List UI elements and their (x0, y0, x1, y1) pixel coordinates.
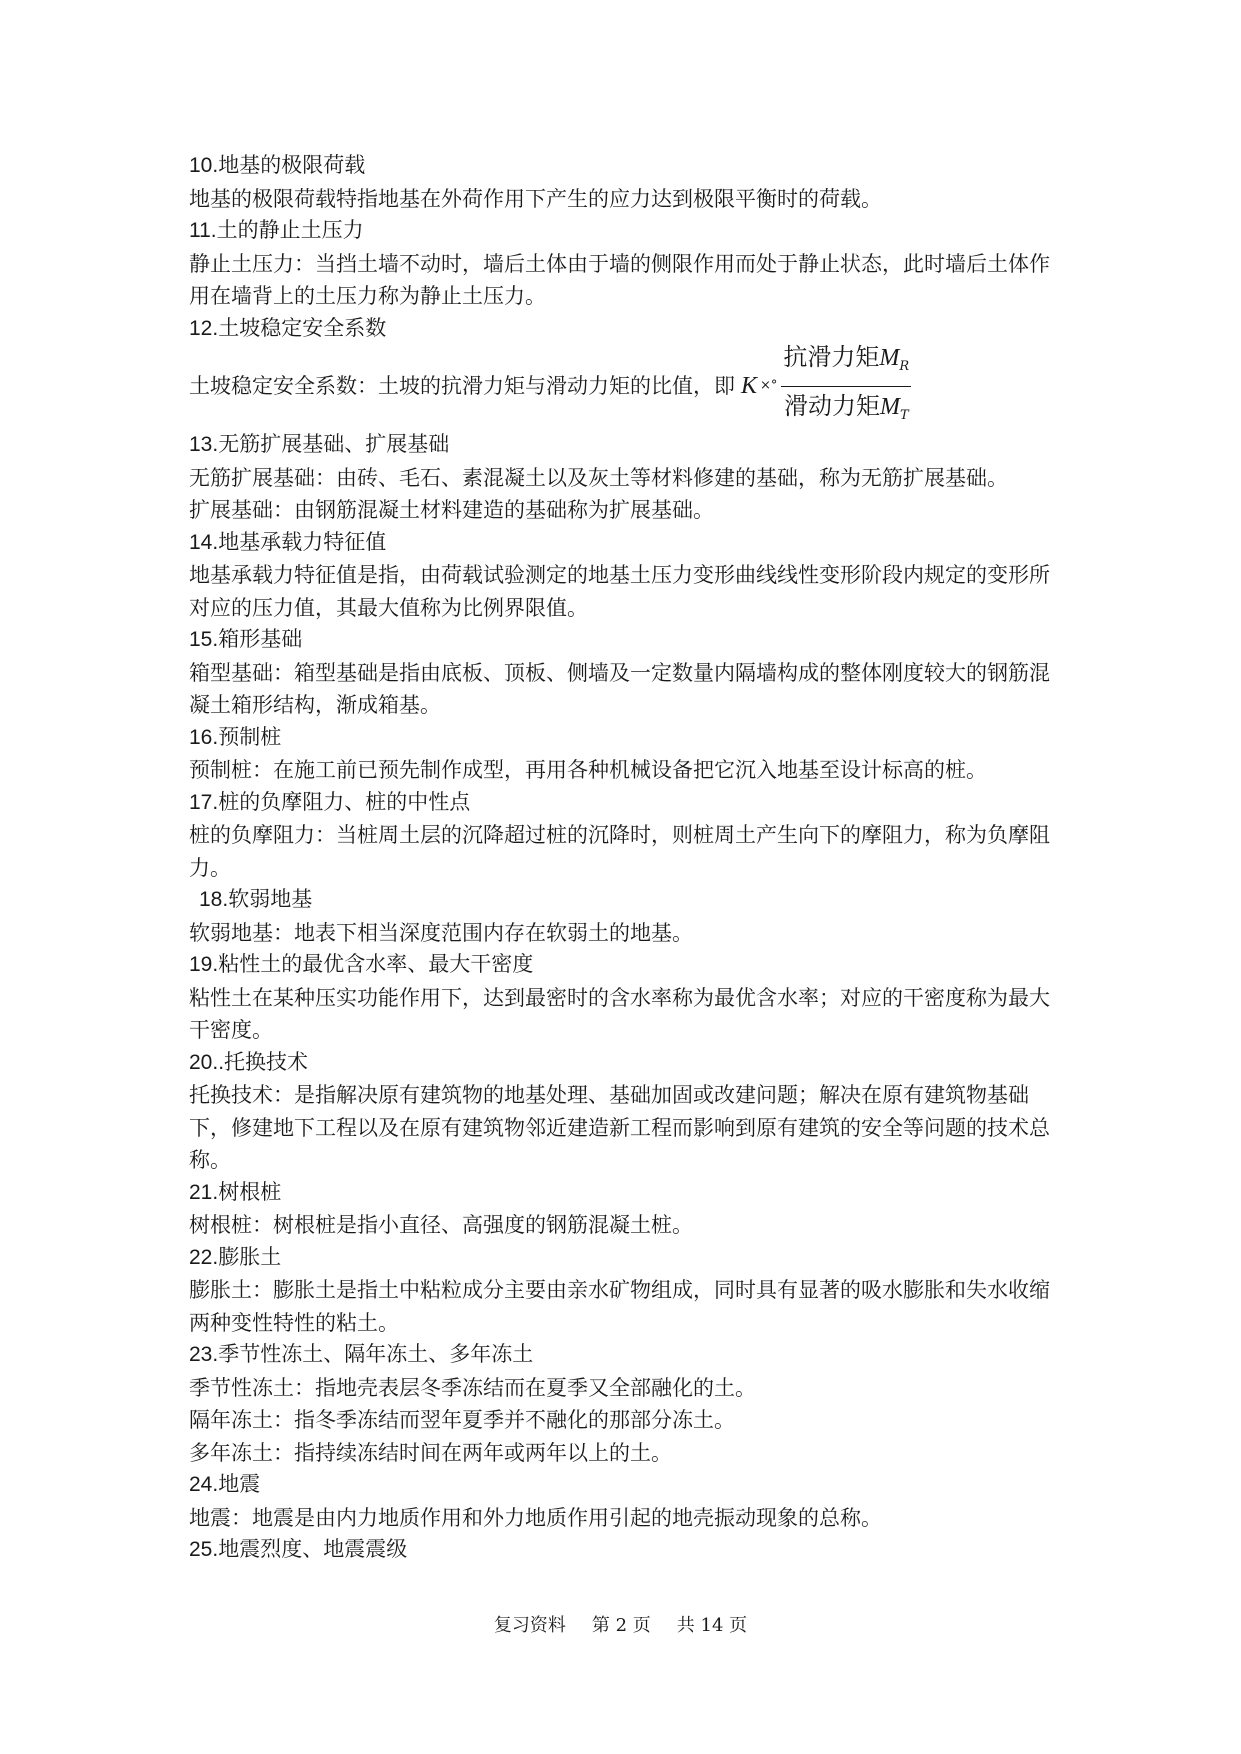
section-heading-11: 11.土的静止土压力 (189, 219, 364, 242)
section-text-13b: 扩展基础：由钢筋混凝土材料建造的基础称为扩展基础。 (189, 498, 714, 522)
denominator-sub: T (899, 407, 909, 423)
section-heading-24: 24.地震 (189, 1473, 261, 1496)
section-text-12: 土坡稳定安全系数：土坡的抗滑力矩与滑动力矩的比值，即 (189, 373, 735, 398)
section-text-13a: 无筋扩展基础：由砖、毛石、素混凝土以及灰土等材料修建的基础，称为无筋扩展基础。 (189, 465, 1008, 490)
formula-lhs: K (741, 372, 758, 399)
section-text-14: 地基承载力特征值是指，由荷载试验测定的地基土压力变形曲线线性变形阶段内规定的变形所对应的压力值，其最大值称为比例界限值。 (189, 563, 1050, 620)
numerator-sub: R (899, 358, 910, 374)
section-heading-15: 15.箱形基础 (189, 628, 303, 651)
denominator-var: M (879, 393, 900, 420)
section-text-15: 箱型基础：箱型基础是指由底板、顶板、侧墙及一定数量内隔墙构成的整体刚度较大的钢筋混凝土箱形结构，渐成箱基。 (189, 660, 1050, 717)
section-text-11: 静止土压力：当挡土墙不动时，墙后土体由于墙的侧限作用而处于静止状态，此时墙后土体作用在墙背上的土压力称为静止土压力。 (189, 251, 1050, 308)
section-text-19: 粘性土在某种压实功能作用下，达到最密时的含水率称为最优含水率；对应的干密度称为最大干密度。 (189, 985, 1050, 1042)
section-text-24: 地震：地震是由内力地质作用和外力地质作用引起的地壳振动现象的总称。 (189, 1505, 882, 1530)
section-heading-14: 14.地基承载力特征值 (189, 530, 387, 554)
section-heading-22: 22.膨胀土 (189, 1245, 282, 1269)
section-text-17: 桩的负摩阻力：当桩周土层的沉降超过桩的沉降时，则桩周土产生向下的摩阻力，称为负摩阻力。 (189, 823, 1050, 880)
denominator-text: 滑动力矩 (783, 391, 880, 420)
page-footer (0, 1611, 1241, 1637)
footer-page-number: 第 2 页 (591, 1615, 651, 1636)
section-heading-20: 20..托换技术 (189, 1050, 309, 1074)
section-text-20: 托换技术：是指解决原有建筑物的地基处理、基础加固或改建问题；解决在原有建筑物基础下，修建地下工程以及在原有建筑物邻近建造新工程而影响到原有建筑的安全等问题的技术总称。 (189, 1083, 1050, 1172)
page-content (189, 150, 1069, 1567)
footer-total-pages: 共 14 页 (676, 1615, 748, 1636)
section-heading-25: 25.地震烈度、地震震级 (189, 1538, 408, 1561)
section-text-10: 地基的极限荷载特指地基在外荷作用下产生的应力达到极限平衡时的荷载。 (189, 186, 882, 211)
section-heading-23: 23.季节性冻土、隔年冻土、多年冻土 (189, 1343, 534, 1366)
section-heading-19: 19.粘性土的最优含水率、最大干密度 (189, 953, 534, 976)
section-text-22: 膨胀土：膨胀土是指土中粘粒成分主要由亲水矿物组成，同时具有显著的吸水膨胀和失水收缩两种变性特性的粘土。 (189, 1278, 1050, 1335)
section-heading-21: 21.树根桩 (189, 1180, 282, 1204)
section-text-21: 树根桩：树根桩是指小直径、高强度的钢筋混凝土桩。 (189, 1213, 693, 1237)
section-heading-16: 16.预制桩 (189, 725, 282, 749)
section-text-18: 软弱地基：地表下相当深度范围内存在软弱土的地基。 (189, 920, 693, 945)
safety-factor-formula (741, 340, 911, 433)
formula-denominator (782, 387, 911, 433)
section-text-23a: 季节性冻土：指地壳表层冬季冻结而在夏季又全部融化的土。 (189, 1375, 756, 1400)
section-text-12-row (189, 342, 1069, 423)
formula-equals: ×° (760, 377, 778, 393)
section-text-23b: 隔年冻土：指冬季冻结而翌年夏季并不融化的那部分冻土。 (189, 1408, 735, 1432)
footer-title: 复习资料 (493, 1615, 566, 1636)
section-heading-17: 17.桩的负摩阻力、桩的中性点 (189, 790, 471, 814)
section-heading-12: 12.土坡稳定安全系数 (189, 316, 387, 340)
section-text-23c: 多年冻土：指持续冻结时间在两年或两年以上的土。 (189, 1440, 672, 1465)
formula-fraction (781, 340, 911, 433)
section-text-16: 预制桩：在施工前已预先制作成型，再用各种机械设备把它沉入地基至设计标高的桩。 (189, 758, 987, 782)
section-heading-18: 18.软弱地基 (199, 888, 313, 911)
formula-numerator (781, 340, 911, 387)
numerator-text: 抗滑力矩 (783, 342, 880, 371)
section-heading-13: 13.无筋扩展基础、扩展基础 (189, 433, 450, 456)
numerator-var: M (879, 344, 900, 371)
section-heading-10: 10.地基的极限荷载 (189, 154, 366, 177)
